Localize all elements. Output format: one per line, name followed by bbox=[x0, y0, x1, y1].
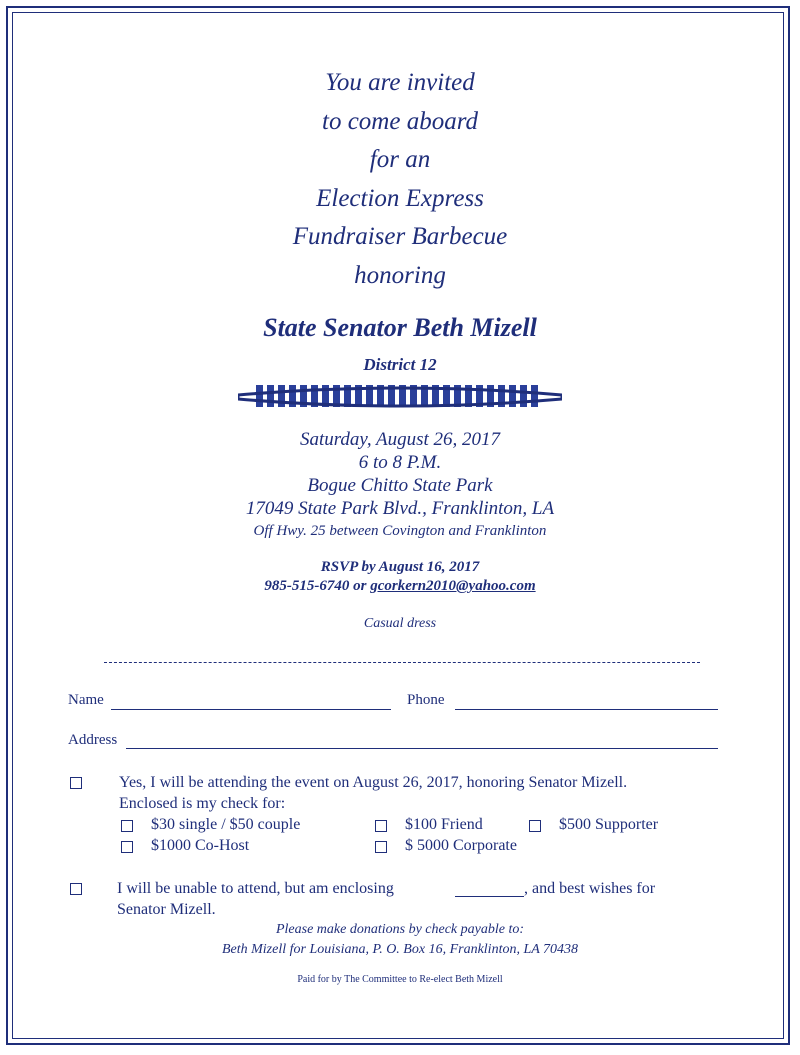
address-field[interactable] bbox=[126, 748, 718, 749]
district-label: District 12 bbox=[363, 355, 437, 374]
name-field[interactable] bbox=[111, 709, 391, 710]
unable-text: I will be unable to attend, but am enclosing bbox=[117, 880, 394, 897]
name-label: Name bbox=[68, 692, 104, 708]
unable-checkbox[interactable] bbox=[70, 883, 82, 895]
invitation-line: honoring bbox=[354, 261, 446, 289]
corporate-label: $ 5000 Corporate bbox=[405, 837, 517, 854]
donation-amount-field[interactable] bbox=[455, 896, 524, 897]
rsvp-phone: 985-515-6740 or bbox=[264, 578, 371, 594]
corporate-checkbox[interactable] bbox=[375, 841, 387, 853]
supporter-checkbox[interactable] bbox=[529, 820, 541, 832]
cut-line-divider bbox=[104, 662, 700, 663]
enclosed-text: Enclosed is my check for: bbox=[119, 795, 286, 812]
honoree-name: State Senator Beth Mizell bbox=[263, 313, 537, 342]
payable-address: Beth Mizell for Louisiana, P. O. Box 16, Franklinton, LA 70438 bbox=[221, 942, 579, 957]
address-label: Address bbox=[68, 732, 118, 748]
paid-for-disclaimer: Paid for by The Committee to Re-elect Beth Mizell bbox=[297, 974, 503, 985]
invitation-text bbox=[0, 64, 800, 295]
supporter-label: $500 Supporter bbox=[559, 816, 659, 833]
invitation-line: You are invited bbox=[325, 69, 475, 96]
event-venue: Bogue Chitto State Park bbox=[307, 475, 493, 496]
event-time: 6 to 8 P.M. bbox=[358, 452, 442, 473]
cohost-label: $1000 Co-Host bbox=[151, 837, 250, 854]
phone-field[interactable] bbox=[455, 709, 718, 710]
dress-code: Casual dress bbox=[363, 616, 437, 631]
rsvp-block bbox=[0, 558, 800, 596]
rsvp-deadline: RSVP by August 16, 2017 bbox=[320, 559, 480, 575]
invitation-line: Election Express bbox=[316, 184, 484, 212]
rsvp-email-link[interactable]: gcorkern2010@yahoo.com bbox=[370, 578, 536, 594]
payable-line: Please make donations by check payable to: bbox=[275, 922, 525, 937]
attending-checkbox[interactable] bbox=[70, 777, 82, 789]
event-date: Saturday, August 26, 2017 bbox=[299, 429, 501, 450]
attending-text: Yes, I will be attending the event on August 26, 2017, honoring Senator Mizell. bbox=[119, 774, 628, 791]
senator-text: Senator Mizell. bbox=[117, 901, 216, 918]
friend-checkbox[interactable] bbox=[375, 820, 387, 832]
invitation-line: Fundraiser Barbecue bbox=[292, 223, 508, 250]
event-directions: Off Hwy. 25 between Covington and Franklinton bbox=[253, 523, 547, 539]
event-details bbox=[0, 428, 800, 543]
cohost-checkbox[interactable] bbox=[121, 841, 133, 853]
single-couple-checkbox[interactable] bbox=[121, 820, 133, 832]
railroad-tracks-icon bbox=[238, 383, 562, 409]
friend-label: $100 Friend bbox=[405, 816, 483, 833]
single-couple-label: $30 single / $50 couple bbox=[151, 816, 301, 833]
best-wishes-text: , and best wishes for bbox=[524, 880, 656, 897]
rsvp-contact bbox=[0, 577, 800, 596]
phone-label: Phone bbox=[407, 692, 445, 708]
invitation-line: for an bbox=[369, 146, 431, 173]
event-address: 17049 State Park Blvd., Franklinton, LA bbox=[245, 498, 555, 519]
invitation-line: to come aboard bbox=[322, 107, 478, 135]
payable-note bbox=[0, 920, 800, 960]
